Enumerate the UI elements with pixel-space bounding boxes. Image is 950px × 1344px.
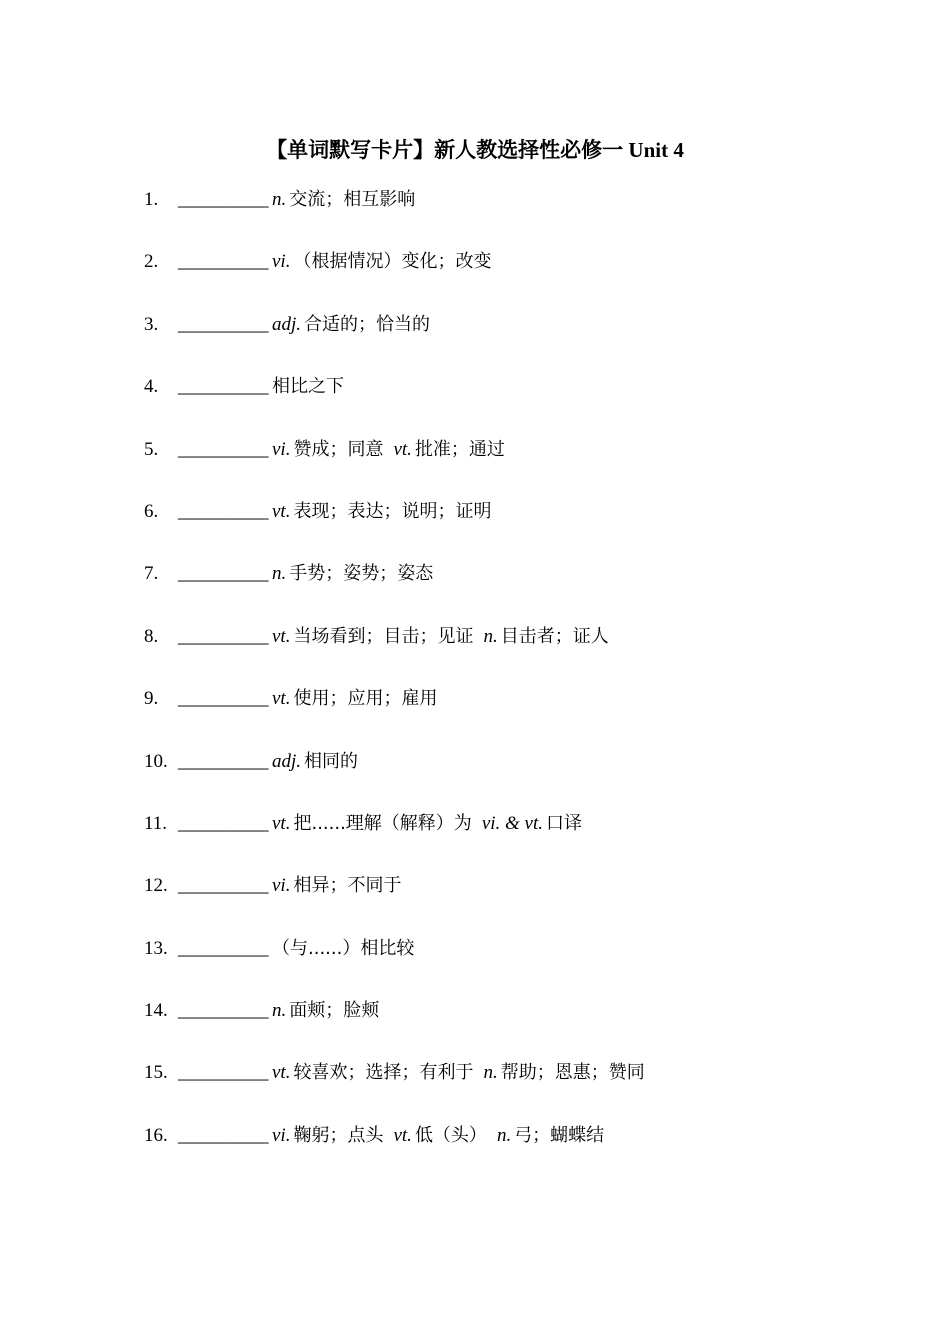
part-of-speech: n. (496, 1124, 512, 1146)
definition: 交流；相互影响 (289, 189, 416, 210)
item-number: 9. (144, 688, 159, 710)
definition: （与......）相比较 (272, 937, 415, 959)
list-item (144, 247, 904, 309)
definition: 面颊；脸颊 (289, 1000, 380, 1022)
part-of-speech: vt. (272, 625, 291, 647)
definition: 目击者；证人 (500, 625, 609, 647)
item-number: 8. (144, 625, 159, 647)
list-item (144, 310, 904, 372)
definition: 相异；不同于 (293, 875, 402, 897)
list-item (144, 747, 904, 809)
item-number: 6. (144, 500, 159, 522)
part-of-speech: n. (272, 563, 287, 585)
definition: 手势；姿势；姿态 (289, 563, 434, 585)
item-number: 14. (144, 1000, 168, 1022)
list-item (144, 1121, 904, 1183)
answer-blank[interactable]: __________ (178, 251, 268, 273)
title-unit: Unit 4 (628, 138, 684, 162)
item-number: 7. (144, 563, 159, 585)
answer-blank[interactable]: __________ (178, 438, 268, 460)
list-item (144, 372, 904, 434)
answer-blank[interactable]: __________ (178, 1124, 268, 1146)
list-item (144, 185, 904, 247)
definition: 表现；表达；说明；证明 (293, 500, 492, 522)
answer-blank[interactable]: __________ (178, 313, 268, 335)
answer-blank[interactable]: __________ (178, 812, 268, 834)
part-of-speech: n. (272, 189, 287, 210)
definition: 批准；通过 (414, 438, 505, 460)
part-of-speech: vt. (393, 438, 412, 460)
part-of-speech: vi. (272, 251, 291, 273)
list-item (144, 996, 904, 1058)
part-of-speech: vt. (393, 1124, 412, 1146)
answer-blank[interactable]: __________ (178, 937, 268, 959)
part-of-speech: n. (483, 625, 498, 647)
item-number: 16. (144, 1124, 168, 1146)
item-number: 2. (144, 251, 159, 273)
answer-blank[interactable]: __________ (178, 500, 268, 522)
item-number: 10. (144, 750, 168, 772)
definition: 合适的；恰当的 (304, 313, 431, 335)
definition: 较喜欢；选择；有利于 (293, 1062, 474, 1084)
list-item (144, 871, 904, 933)
definition: 相比之下 (272, 376, 344, 398)
item-number: 11. (144, 812, 168, 834)
part-of-speech: vt. (272, 1062, 291, 1084)
definition: 使用；应用；雇用 (293, 688, 438, 710)
part-of-speech: vi. (272, 438, 291, 460)
item-number: 15. (144, 1062, 168, 1084)
answer-blank[interactable]: __________ (178, 1062, 268, 1084)
list-item (144, 622, 904, 684)
item-number: 1. (144, 189, 159, 210)
answer-blank[interactable]: __________ (178, 750, 268, 772)
part-of-speech: adj. (272, 750, 302, 772)
answer-blank[interactable]: __________ (178, 376, 268, 398)
definition: 低（头） (414, 1124, 487, 1146)
item-number: 3. (144, 313, 159, 335)
title-prefix: 【单词默写卡片】新人教选择性必修一 (266, 138, 624, 162)
definition: 帮助；恩惠；赞同 (500, 1062, 645, 1084)
answer-blank[interactable]: __________ (178, 875, 268, 897)
item-number: 5. (144, 438, 159, 460)
answer-blank[interactable]: __________ (178, 189, 268, 210)
page-title (0, 136, 950, 164)
item-number: 4. (144, 376, 159, 398)
part-of-speech: vi. (272, 875, 291, 897)
list-item (144, 559, 904, 621)
answer-blank[interactable]: __________ (178, 625, 268, 647)
part-of-speech: vt. (272, 812, 291, 834)
answer-blank[interactable]: __________ (178, 1000, 268, 1022)
part-of-speech: vt. (272, 500, 291, 522)
part-of-speech: vi. & vt. (481, 812, 544, 834)
definition: 把......理解（解释）为 (293, 812, 472, 834)
definition: 口译 (546, 812, 583, 834)
list-item (144, 435, 904, 497)
list-item (144, 497, 904, 559)
vocabulary-list (144, 185, 904, 1183)
definition: 赞成；同意 (293, 438, 384, 460)
definition: 相同的 (304, 750, 359, 772)
definition: 弓；蝴蝶结 (514, 1124, 605, 1146)
list-item (144, 684, 904, 746)
answer-blank[interactable]: __________ (178, 563, 268, 585)
list-item (144, 809, 904, 871)
list-item (144, 934, 904, 996)
definition: 当场看到；目击；见证 (293, 625, 474, 647)
answer-blank[interactable]: __________ (178, 688, 268, 710)
item-number: 12. (144, 875, 168, 897)
part-of-speech: vi. (272, 1124, 291, 1146)
part-of-speech: adj. (272, 313, 302, 335)
list-item (144, 1058, 904, 1120)
part-of-speech: vt. (272, 688, 291, 710)
item-number: 13. (144, 937, 168, 959)
part-of-speech: n. (272, 1000, 287, 1022)
definition: 鞠躬；点头 (293, 1124, 384, 1146)
definition: （根据情况）变化；改变 (293, 251, 492, 273)
part-of-speech: n. (483, 1062, 498, 1084)
